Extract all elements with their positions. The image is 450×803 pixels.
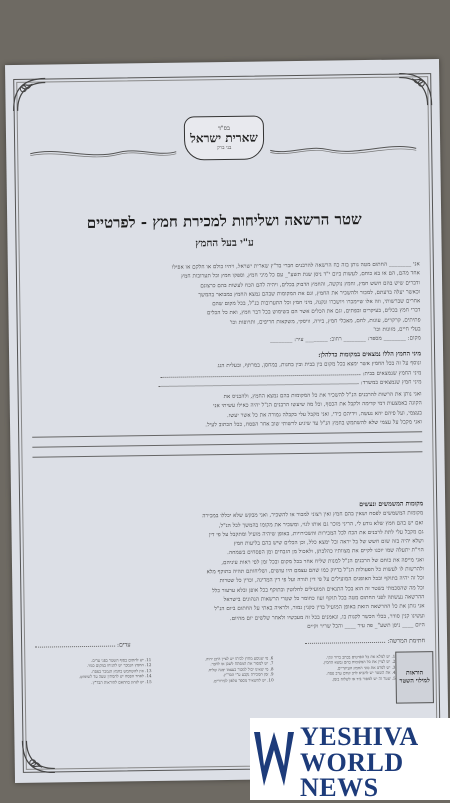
date-place-line[interactable]: היום ____ ניסן תשע"_ פה עיר ____ והכל שריר וקיים (307, 622, 425, 630)
places-section (31, 349, 421, 392)
document-subtitle: ע"י בעל החמץ (195, 237, 254, 250)
home-chametz-field[interactable]: מיני החמץ שנמצאים בבית: (31, 368, 421, 383)
instructions-tab: הוראות למילוי השטר (395, 651, 434, 704)
text-line: בעלי חיים, מזונות וכו' (373, 326, 421, 334)
document-paper (5, 59, 449, 783)
text-line: ועשינו קנין סודר, בכלי הכשר לקנות בו, ונאמנים בכל זה מעכשיו ולאחר שלשים יום מהיום. (229, 612, 425, 622)
section-heading: מקומות המשמשים ונעשים (359, 500, 424, 509)
corner-ornament-icon (395, 69, 436, 110)
instructions-col-3: 11. יש לחתום בסוף השטר בפני עדים. 12. החמץ הנמכר יש להניחו במקום סגור. 13. אין להשתמש בחמץ הנמכר בפסח. 14. לאחר הפסח יש להמתין שעה עד לשימוש. 15. יש לנהוג בהתאם להוראות הבד"ץ. (78, 657, 152, 685)
document-title: שטר הרשאה ושליחות למכירת חמץ - לפרטיים (86, 210, 362, 232)
middle-paragraph (32, 389, 423, 458)
text-line: וכל מה שהסכמתי בשטר זה הוא בכל התנאים המועילים לחלוטין ובתוקף בכל אופן ובלא ערעור כלל (212, 584, 425, 594)
instructions-col-2: 6. מי שנוסע מחוץ לביתו יש לציין היכן יהיה. 7. יש למסור את המפתח לשכן או לחבר. 8. מי שאינו יכול למכור בעצמו ימנה שליח. 9. זמן המכירה נקבע ע"י הבד"ץ. 10. יש להשאיר מספר טלפון לבירורים. (204, 655, 274, 683)
watermark-line-2: WORLD (300, 748, 404, 777)
text-line: אני ________ החתום מטה נותן בזה כח הרשאה להרבנים חברי בד"ץ שארית ישראל, ויהיו כולם או חלקם או אפילו (171, 261, 420, 271)
text-line: ודברים שיש בהם חשש חמץ, וחמץ נוקשה, והחמץ הדבוק בכלים, ויהיה להם הכח לעשות בהם כרצונם (200, 279, 421, 289)
text-line: ואני מקבל על עצמי שלא להשתמש בחמץ הנ"ל עד שיגיע לרשותי שוב אחר הפסח, ככל הכתוב לעיל. (205, 419, 423, 429)
signature-label[interactable]: חתימת המרשה: (306, 637, 426, 646)
watermark-line-3: NEWS (300, 773, 379, 802)
corner-ornament-icon (9, 74, 50, 115)
intro-paragraph (30, 259, 421, 348)
text-line: ונוסף על זה בכל החמץ אשר ימצא בכל מקום בין בבית ובין בחנות, במחסן, במרתף, ובעלית הגג (217, 360, 422, 370)
logo-name: שארית ישראל (190, 130, 258, 146)
text-line: גם מקבל עלי לתת לרבנים את הכח לכל המכירות והשכירויות, באופן שיהיה מועיל ומתקבל על פי דין (208, 529, 424, 539)
organization-logo (178, 107, 269, 168)
text-line: ואני נותן את הרשות להרבנים הנ"ל להשכיר את כל המקומות בהם נמצא החמץ, ולהכניס את (223, 391, 422, 401)
text-line: בעצמי, ועל פיהם יהא נעשה, וידיהם כידי, ואני מקבל עלי בקבלה גמורה את כל אשר יעשו. (226, 409, 422, 419)
blank-fill-line[interactable] (32, 431, 422, 437)
text-line: הוי"ת יתעלה שמו יזכנו לקיים את מצוותיו כהלכתן, ולאכול מן הזבחים ומן הפסחים בשמחה. (227, 547, 424, 557)
text-line: ההרשאה נעשתה לפני החתום מטה בכל תוקף ועוז כחומר כל שטרי הרשאות הנהוגים בישראל (223, 594, 425, 604)
header-flourish-right (268, 141, 418, 157)
office-chametz-field[interactable]: מיני חמץ שנמצאים במשרד: (31, 377, 421, 392)
text-line: אני נותן את כל ההרשאה הזאת באופן המועיל בדין כקנין גמור, ולראיה באתי על החתום ביום הנ"ל (214, 603, 425, 613)
witness-label[interactable]: עדים: (35, 641, 131, 649)
text-line: וכאשר יעלה בדעתם, למכור ולהשכיר את החמץ, וגם את המקומות שבהם נמצא החמץ כמבואר בהמשך (198, 289, 421, 299)
address-field-line[interactable]: מקום: ________ מספר: ________ רחוב: ________ עיר: ________ (270, 335, 421, 344)
corner-ornament-icon (18, 736, 59, 777)
text-line: וכל זה יהיה בתוקף ובכל האופנים המועילים על פי דין תורה ועל פי דין המדינה, וכדין כל שטרות (219, 575, 425, 585)
text-line: ושלא יהיה בזה שום חשש של בל יראה ובל ימצא כלל, וכן הכלים שיש בהם בליעות חמץ (233, 538, 424, 548)
text-line: ולהרשות לו לעשות כל הפעולות הנ"ל בדיוק כמו שהם עצמם היו עושים, ושליחותם תהיה בתוקף מלא (206, 566, 425, 576)
logo-top-text: בס"ד (217, 124, 230, 133)
second-section (33, 499, 425, 635)
instructions-col-1: 1. יש למלא את כל הפרטים בכתב ברור ונקי. 2. יש לציין את כל המקומות בהם נמצא החמץ. 3. יש לפרט את סוגי החמץ העיקריים. 4. את השטר יש להביא לרב קודם ערב פסח. 5. שטר זה יש למסור ביד או לשלוח בזמן. (322, 653, 396, 682)
text-line: אחרים שברשותי, וזה אלו שיימכרו ויושכרו ונקנה, מיני חמץ וכל התערובות כנ"ל, בכל מקום שהם (212, 298, 421, 308)
watermark-line-1: YESHIVA (300, 722, 419, 751)
header-flourish-left (28, 145, 178, 161)
text-line: דברי חמץ בכלים, בעיקרים ובפתים, וגם את הכלים אשר הם בשימוש בכל דבר חמץ, ואת כל הכלים (206, 307, 421, 317)
text-line: ואני מייפה את כוחם של הרבנים הנ"ל למנות שליח אחר בכל מקום ובכל זמן לפי ראות עיניהם, (221, 557, 425, 566)
text-line: הקונה באמצעות דמי קדימה ולקבל את הכסף, וכל מה שיעשו הרבנים הנ"ל יהיה כאילו עשיתי אני (213, 400, 422, 410)
text-line: אחד מהם, הם או בא כוחם, לעשות ביום י"ד ניסן שנת תשע"_ עם כל מיני חמץ, וספקו חמץ וכל תערובות חמץ (181, 270, 421, 280)
blank-fill-line[interactable] (32, 441, 422, 447)
places-label: מיני החמץ הללו נמצאים במקומות כדלהלן: (318, 350, 422, 359)
text-line: ואם יש בהם חמץ שלא נודע לי, הריני מוכר גם אותו לגוי, ומשכיר את מקומו בהמשך לכל הנ"ל, (218, 519, 424, 529)
yeshiva-world-news-logo-icon (252, 722, 296, 796)
logo-bottom-text: בני ברק (216, 144, 232, 152)
text-line: מקומות המשמשים לפסח ושאין בהם חמץ ואין רצוני למכור או להשכיר, ואני מבקש שלא יכללו במכירה (202, 510, 424, 520)
text-line: פתיתים, קרקרים, עוגות, לחם, מאכלי חמץ, בירה, וויסקי, משקאות חריפים, ותרופות וכו' (229, 317, 421, 326)
